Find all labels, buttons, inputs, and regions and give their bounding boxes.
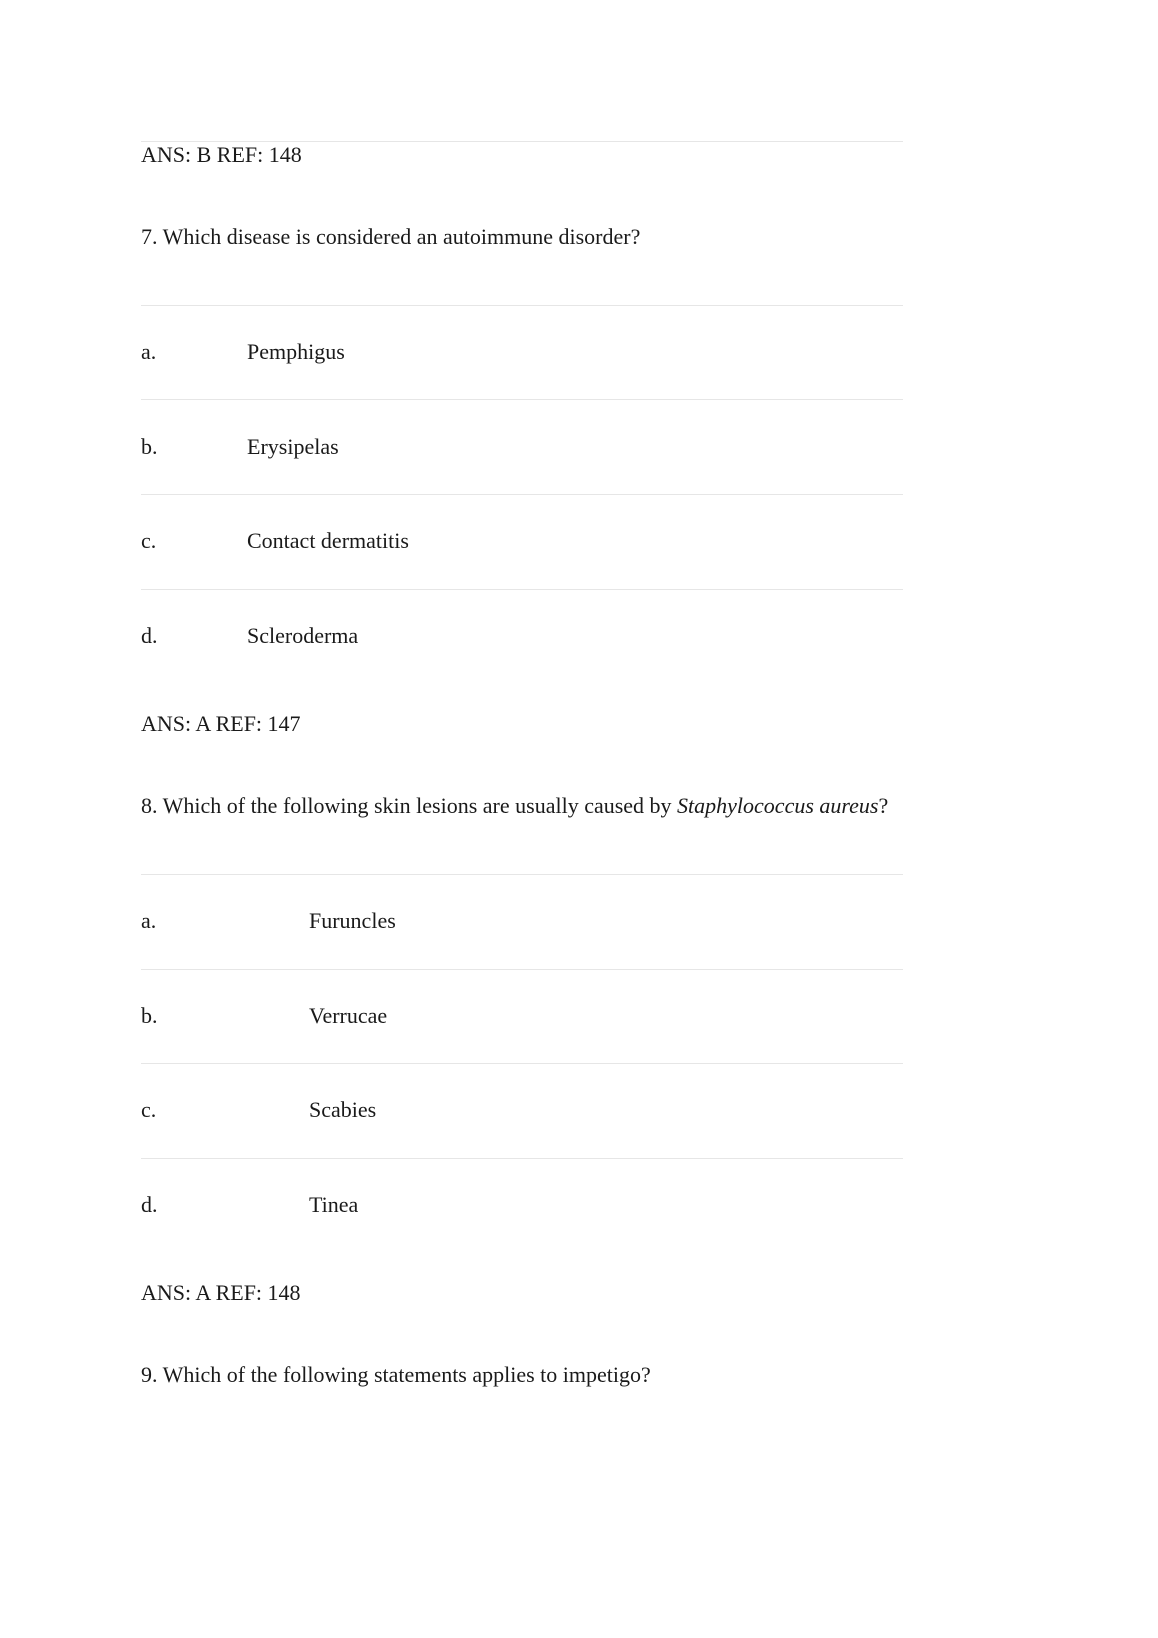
question-8-text — [141, 795, 888, 817]
q7-option-b-text: Erysipelas — [247, 434, 339, 459]
question-9-text: 9. Which of the following statements applies to impetigo? — [141, 1362, 651, 1387]
q8-option-c-text: Scabies — [309, 1097, 377, 1122]
q8-option-b-text: Verrucae — [309, 1003, 388, 1028]
q8-option-a-letter: a. — [141, 908, 157, 933]
divider — [141, 1063, 903, 1064]
question-7-text: 7. Which disease is considered an autoimmune disorder? — [141, 224, 641, 249]
divider — [141, 969, 903, 970]
divider — [141, 874, 903, 875]
divider — [141, 399, 903, 400]
q7-option-d-letter: d. — [141, 623, 158, 648]
question-8-text-end: ? — [878, 793, 889, 818]
question-8-organism: Staphylococcus aureus — [677, 793, 879, 818]
q7-option-c-letter: c. — [141, 528, 157, 553]
divider — [141, 494, 903, 495]
q8-option-d-letter: d. — [141, 1192, 158, 1217]
divider — [141, 1158, 903, 1159]
q8-option-b-letter: b. — [141, 1003, 158, 1028]
q7-option-c-text: Contact dermatitis — [247, 528, 409, 553]
divider — [141, 589, 903, 590]
q8-option-c-letter: c. — [141, 1097, 157, 1122]
q8-option-d-text: Tinea — [309, 1192, 359, 1217]
divider — [141, 305, 903, 306]
q8-option-a-text: Furuncles — [309, 908, 396, 933]
answer-line: ANS: B REF: 148 — [141, 142, 302, 167]
q7-answer: ANS: A REF: 147 — [141, 711, 301, 736]
q7-option-a-text: Pemphigus — [247, 339, 345, 364]
question-8-text-start: 8. Which of the following skin lesions are usually caused by — [141, 793, 678, 818]
q7-option-b-letter: b. — [141, 434, 158, 459]
q8-answer: ANS: A REF: 148 — [141, 1280, 301, 1305]
q7-option-d-text: Scleroderma — [247, 623, 359, 648]
q7-option-a-letter: a. — [141, 339, 157, 364]
